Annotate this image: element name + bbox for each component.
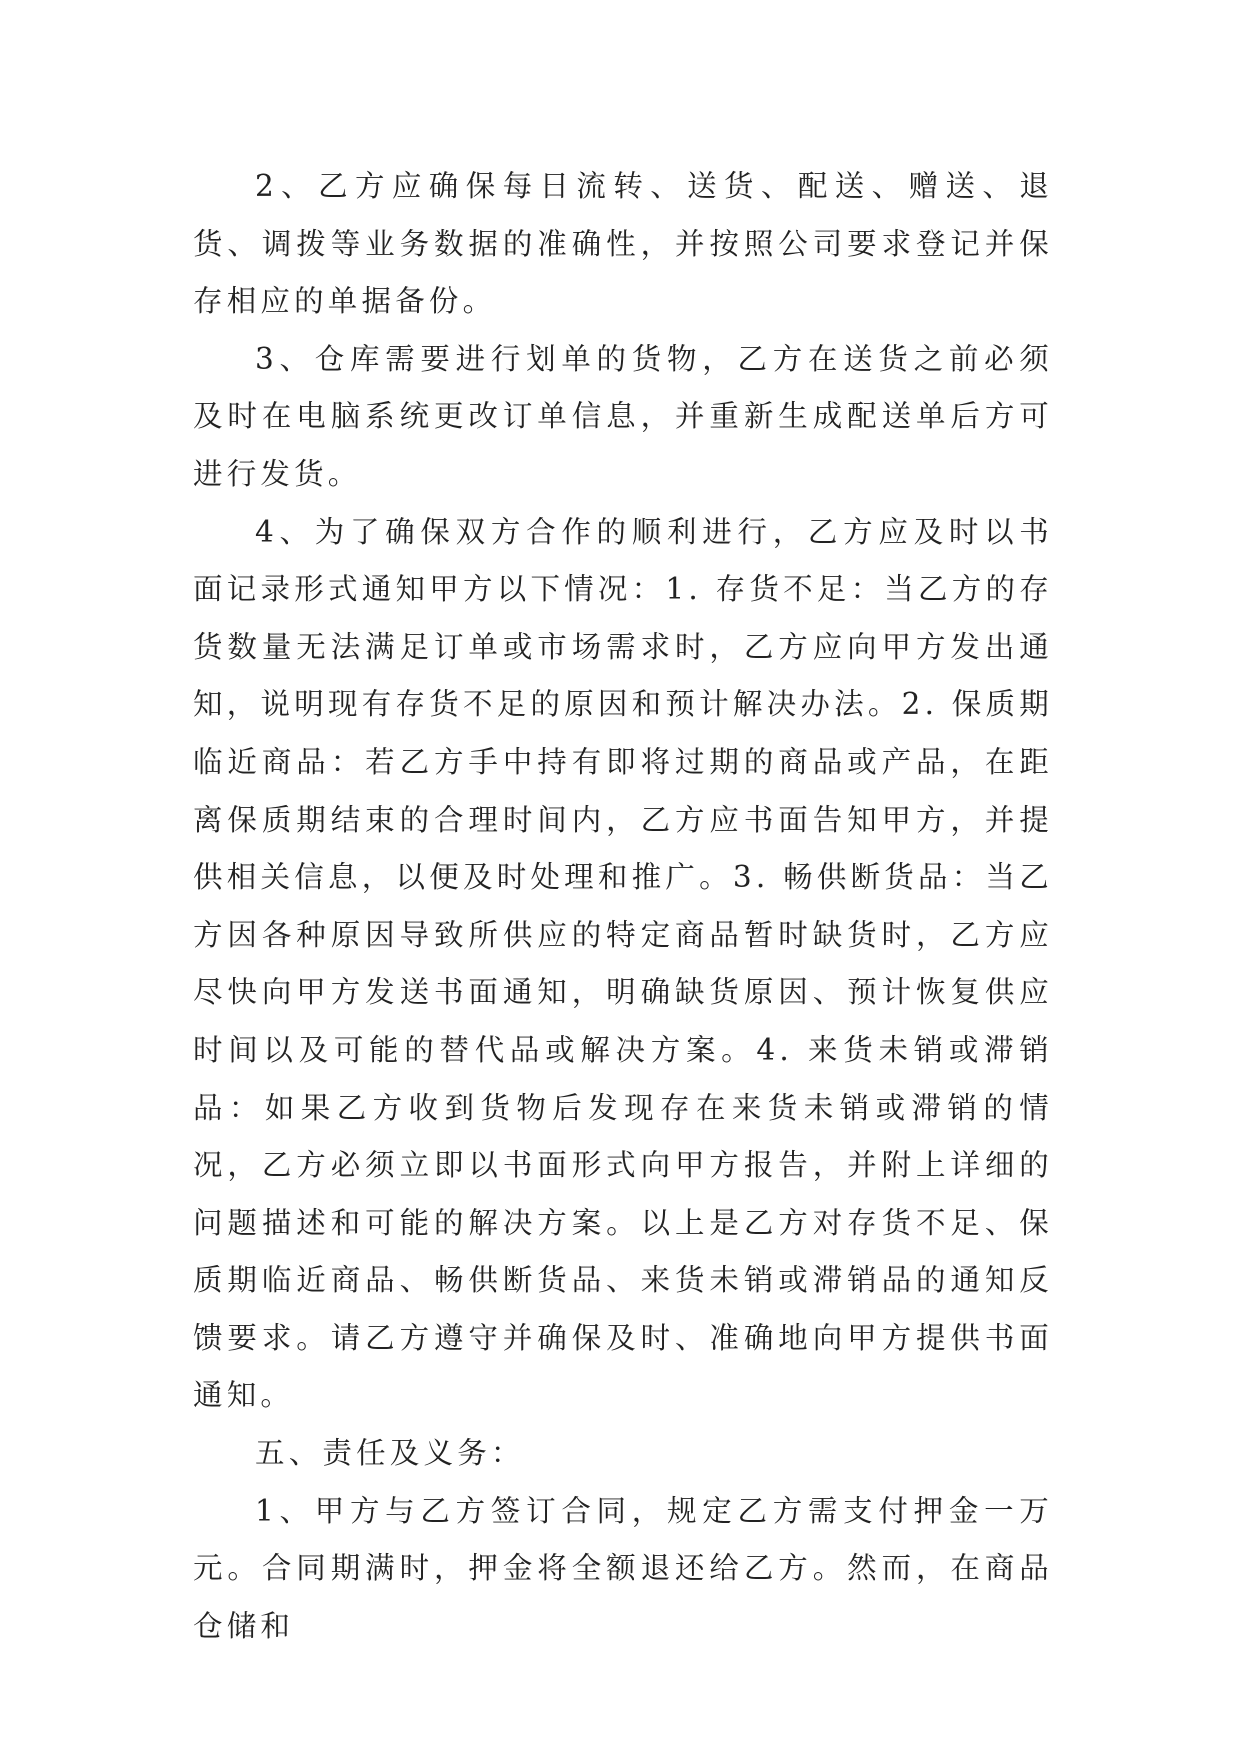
paragraph-1-deposit: 1、甲方与乙方签订合同，规定乙方需支付押金一万元。合同期满时，押金将全额退还给乙方。然而，在商品仓储和 [193,1493,1053,1643]
document-body [193,158,1053,1655]
section-heading-responsibilities: 五、责任及义务： [255,1436,525,1471]
paragraph-3-order-update: 3、仓库需要进行划单的货物，乙方在送货之前必须及时在电脑系统更改订单信息，并重新生成配送单后方可进行发货。 [193,341,1053,491]
paragraph-4-written-notice: 4、为了确保双方合作的顺利进行，乙方应及时以书面记录形式通知甲方以下情况：1. 存货不足：当乙方的存货数量无法满足订单或市场需求时，乙方应向甲方发出通知，说明现有存货不足的原因和预计解决办法。2. 保质期临近商品：若乙方手中持有即将过期的商品或产品，在距离保质期结束的合理时间内，乙方应书面告知甲方，并提供相关信息，以便及时处理和推广。3. 畅供断货品：当乙方因各种原因导致所供应的特定商品暂时缺货时，乙方应尽快向甲方发送书面通知，明确缺货原因、预计恢复供应时间以及可能的替代品或解决方案。4. 来货未销或滞销品：如果乙方收到货物后发现存在来货未销或滞销的情况，乙方必须立即以书面形式向甲方报告，并附上详细的问题描述和可能的解决方案。以上是乙方对存货不足、保质期临近商品、畅供断货品、来货未销或滞销品的通知反馈要求。请乙方遵守并确保及时、准确地向甲方提供书面通知。 [193,514,1053,1413]
paragraph-2-data-accuracy: 2、乙方应确保每日流转、送货、配送、赠送、退货、调拨等业务数据的准确性，并按照公司要求登记并保存相应的单据备份。 [193,169,1053,319]
